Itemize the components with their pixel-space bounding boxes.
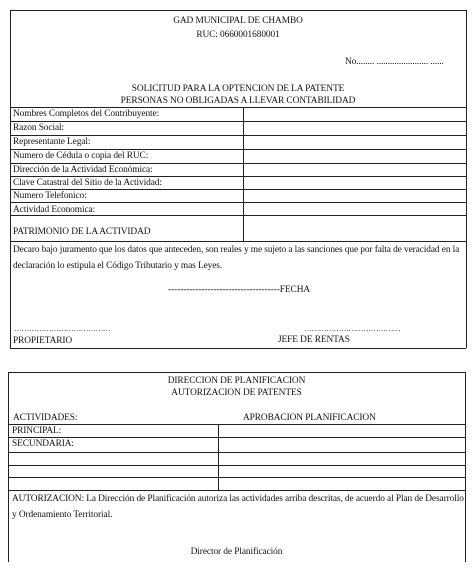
row-principal: PRINCIPAL:: [12, 426, 62, 436]
form2-left-border: [8, 372, 9, 562]
form1-title: SOLICITUD PARA LA OPTENCION DE LA PATENTE: [131, 84, 345, 94]
grid-line: [10, 135, 466, 136]
column-actividades: ACTIVIDADES:: [13, 413, 78, 423]
grid-line: [8, 437, 465, 438]
grid-divider: [218, 424, 219, 490]
column-aprobacion: APROBACION PLANIFICACION: [243, 413, 376, 423]
grid-line: [10, 121, 466, 122]
field-razon-social: Razon Social:: [13, 123, 65, 133]
grid-line: [8, 424, 465, 425]
form1-left-border: [10, 10, 11, 348]
director-label: Director de Planificación: [190, 547, 283, 557]
form2-subtitle: AUTORIZACION DE PATENTES: [171, 388, 302, 398]
grid-line: [8, 452, 465, 453]
signature-line-right: …………………………………: [304, 324, 401, 333]
grid-line: [10, 189, 466, 190]
field-actividad: Actividad Economica:: [13, 205, 96, 215]
form2-right-border: [465, 372, 466, 562]
form1-subtitle: PERSONAS NO OBLIGADAS A LLEVAR CONTABILIDAD: [120, 96, 356, 106]
grid-divider: [243, 215, 244, 241]
declaration-text: Decaro bajo juramento que los datos que anteceden, son reales y me sujeto a las sanciones que por falta de veracidad en la declaración lo estipula el Código Tributario y mas Leyes.: [13, 245, 460, 271]
document-number: No........ ....................... ......: [345, 57, 444, 67]
jefe-rentas-label: JEFE DE RENTAS: [278, 335, 350, 345]
field-representante: Representante Legal:: [13, 137, 91, 147]
field-clave-catastral: Clave Catastral del Sitio de la Actividad:: [13, 178, 162, 188]
field-nombres: Nombres Completos del Contribuyente:: [13, 109, 160, 119]
grid-line: [10, 107, 466, 108]
form1-right-border: [466, 10, 467, 348]
field-cedula: Numero de Cédula o copia del RUC:: [13, 151, 149, 161]
patrimonio-label: PATRIMONIO DE LA ACTIVIDAD: [13, 227, 151, 237]
form2-title: DIRECCION DE PLANIFICACION: [167, 376, 306, 386]
org-name: GAD MUNICIPAL DE CHAMBO: [173, 16, 303, 26]
grid-line: [10, 202, 466, 203]
field-direccion: Dirección de la Actividad Económica:: [13, 165, 153, 175]
form1-bottom-border: [10, 348, 466, 349]
form2-top-border: [8, 372, 465, 373]
grid-line: [8, 465, 465, 466]
fecha-line: -------------------------------------FECHA: [168, 285, 311, 295]
grid-line: [10, 149, 466, 150]
grid-line: [10, 176, 466, 177]
grid-line: [8, 477, 465, 478]
grid-line: [10, 215, 466, 216]
propietario-label: PROPIETARIO: [13, 336, 73, 346]
row-secundaria: SECUNDARIA:: [12, 439, 74, 449]
autorizacion-text: AUTORIZACION: La Dirección de Planificación autoriza las actividades arriba descritas, de acuerdo al Plan de Desarrollo y Ordenamiento Territorial.: [12, 494, 464, 520]
form1-top-border: [10, 10, 466, 11]
grid-line: [10, 163, 466, 164]
grid-divider: [243, 107, 244, 215]
signature-line-left: …………………………………: [14, 324, 111, 333]
ruc-number: RUC: 0660001680001: [196, 30, 280, 40]
field-telefono: Numero Telefonico:: [13, 191, 87, 201]
